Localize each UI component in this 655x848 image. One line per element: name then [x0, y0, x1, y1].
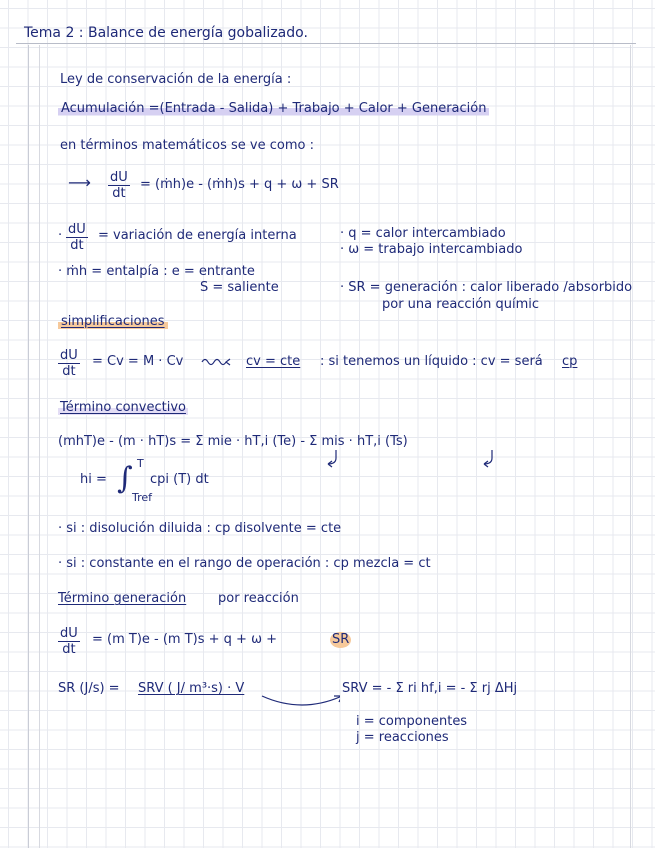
simp-du-dt-fraction: $\frac{dU}{dt}$	[60, 348, 78, 379]
sr-definition-continued: por una reacción químic	[382, 297, 540, 312]
squiggle-arrow-icon	[200, 354, 234, 368]
hook-arrow-icon	[322, 448, 342, 468]
title-rule	[16, 43, 636, 44]
law-heading: Ley de conservación de la energía :	[60, 72, 292, 87]
cp-term: cp	[562, 354, 578, 369]
integrand: cpi (T) dt	[150, 472, 209, 487]
hi-label: hi =	[80, 472, 107, 487]
operating-range-condition: · si : constante en el rango de operación : cp mezcla = ct	[58, 556, 431, 571]
du-definition: = variación de energía interna	[98, 228, 297, 243]
gen-du-dt-fraction: $\frac{dU}{dt}$	[60, 626, 78, 657]
curved-arrow-icon	[240, 692, 340, 710]
margin-line-inner	[39, 45, 40, 848]
integral-sign: ∫	[117, 461, 133, 496]
mh-definition: · ṁh = entalpía : e = entrante	[58, 264, 255, 279]
margin-line-right	[630, 45, 631, 848]
margin-line	[28, 45, 29, 848]
hook-arrow-icon	[478, 448, 498, 468]
generation-heading: Término generación	[58, 591, 187, 606]
sr-rate: SR (J/s) =	[58, 681, 120, 696]
sr-definition: · SR = generación : calor liberado /absorbido	[340, 280, 633, 295]
bullet-dot: ·	[58, 228, 63, 243]
w-definition: · ω = trabajo intercambiado	[340, 242, 523, 257]
j-definition: j = reacciones	[356, 730, 449, 745]
i-definition: i = componentes	[356, 714, 468, 729]
simplifications-heading: simplificaciones	[58, 314, 168, 330]
convective-equation: (mhT)e - (m · hT)s = Σ mie · hT,i (Te) - Σ mis · hT,i (Ts)	[58, 434, 408, 449]
energy-balance-equation: = (ṁh)e - (ṁh)s + q + ω + SR	[140, 177, 339, 192]
du-dt-def-fraction: $\frac{dU}{dt}$	[68, 222, 86, 253]
generation-balance: = (m T)e - (m T)s + q + ω +	[92, 632, 277, 647]
srv-equation: SRV = - Σ ri hf,i = - Σ rj ΔHj	[342, 681, 518, 696]
s-definition: S = saliente	[200, 280, 279, 295]
page-title: Tema 2 : Balance de energía gobalizado.	[24, 25, 308, 41]
integral-lower-limit: Tref	[132, 491, 153, 504]
srv-volume-term: SRV ( J/ m³·s) · V	[138, 681, 245, 696]
math-intro: en términos matemáticos se ve como :	[60, 138, 314, 153]
generation-heading-suffix: por reacción	[218, 591, 299, 606]
accumulation-law: Acumulación =(Entrada - Salida) + Trabajo + Calor + Generación	[58, 101, 489, 117]
q-definition: · q = calor intercambiado	[340, 226, 506, 241]
liquid-condition: : si tenemos un líquido : cv = será	[320, 354, 543, 369]
cv-relation: = Cv = M · Cv	[92, 354, 184, 369]
sr-highlight: SR	[332, 632, 350, 647]
dilution-condition: · si : disolución diluida : cp disolvente = cte	[58, 521, 342, 536]
du-dt-fraction: $\frac{dU}{dt}$	[110, 170, 128, 201]
arrow-icon: ⟶	[68, 173, 91, 192]
integral-upper-limit: T	[137, 457, 144, 470]
cv-constant: cv = cte	[246, 354, 301, 369]
convective-heading: Término convectivo	[60, 400, 186, 415]
